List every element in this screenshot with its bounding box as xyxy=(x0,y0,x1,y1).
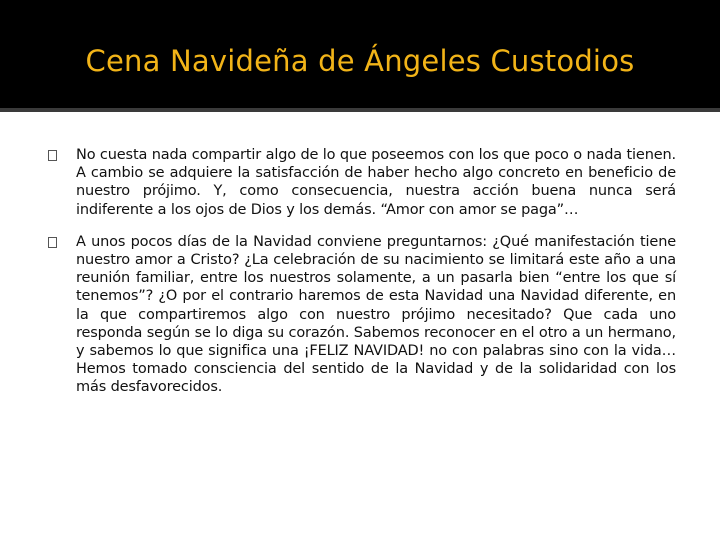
title-band xyxy=(0,0,720,112)
slide-title: Cena Navideña de Ángeles Custodios xyxy=(85,44,635,78)
bullet-item xyxy=(48,233,676,397)
bullet-item xyxy=(48,146,676,219)
square-bullet-icon xyxy=(48,237,57,248)
bullet-text: No cuesta nada compartir algo de lo que poseemos con los que poco o nada tienen. A cambio se adquiere la satisfacción de haber hecho algo concreto en beneficio de nuestro prójimo. Y, como consecuencia, nuestra acción buena nunca será indiferente a los ojos de Dios y los demás. “Amor con amor se paga”… xyxy=(76,147,676,218)
square-bullet-icon xyxy=(48,150,57,161)
bullet-text: A unos pocos días de la Navidad conviene preguntarnos: ¿Qué manifestación tiene nuestro amor a Cristo? ¿La celebración de su nacimiento se limitará este año a una reunión familiar, entre los nuestros solamente, a un pasarla bien “entre los que sí tenemos”? ¿O por el contrario haremos de esta Navidad una Navidad diferente, en la que compartiremos algo con nuestro prójimo necesitado? Que cada uno responda según se lo diga su corazón. Sabemos reconocer en el otro a un hermano, y sabemos lo que significa una ¡FELIZ NAVIDAD! no con palabras sino con la vida…Hemos tomado consciencia del sentido de la Navidad y de la solidaridad con los más desfavorecidos. xyxy=(76,233,676,396)
slide-body xyxy=(48,146,676,411)
